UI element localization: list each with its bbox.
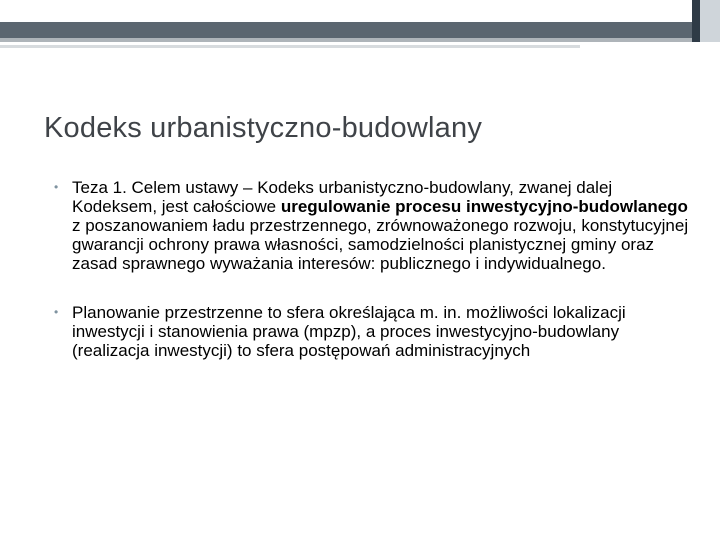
bullet-item-2 — [52, 303, 692, 360]
slide-title: Kodeks urbanistyczno-budowlany — [44, 112, 483, 144]
header-bar-light — [0, 38, 720, 42]
bullet-1-text-bold: uregulowanie procesu inwestycyjno-budowlanego — [280, 197, 688, 216]
bullet-item-1 — [52, 178, 692, 273]
header-right-block-light — [700, 0, 720, 42]
bullet-dot-icon: • — [54, 180, 59, 194]
slide-content — [52, 178, 692, 390]
header-bar-dark — [0, 22, 720, 38]
bullet-1-text-after: z poszanowaniem ładu przestrzennego, zrównoważonego rozwoju, konstytucyjnej gwarancji ochrony prawa własności, samodzielności planistycznej gminy oraz zasad sprawnego wyważania interesów: publicznego i indywidualnego. — [72, 216, 689, 273]
header-accent-line — [0, 45, 580, 48]
bullet-2-text: Planowanie przestrzenne to sfera określająca m. in. możliwości lokalizacji inwestycji i stanowienia prawa (mpzp), a proces inwestycyjno-budowlany (realizacja inwestycji) to sfera postępowań administracyjnych — [72, 303, 626, 360]
header-band — [0, 0, 720, 22]
bullet-dot-icon: • — [54, 305, 59, 319]
bullet-1-text-before: Teza 1. Celem ustawy – Kodeks urbanistyczno-budowlany, zwanej dalej Kodeksem, jest całościowe — [72, 178, 613, 216]
